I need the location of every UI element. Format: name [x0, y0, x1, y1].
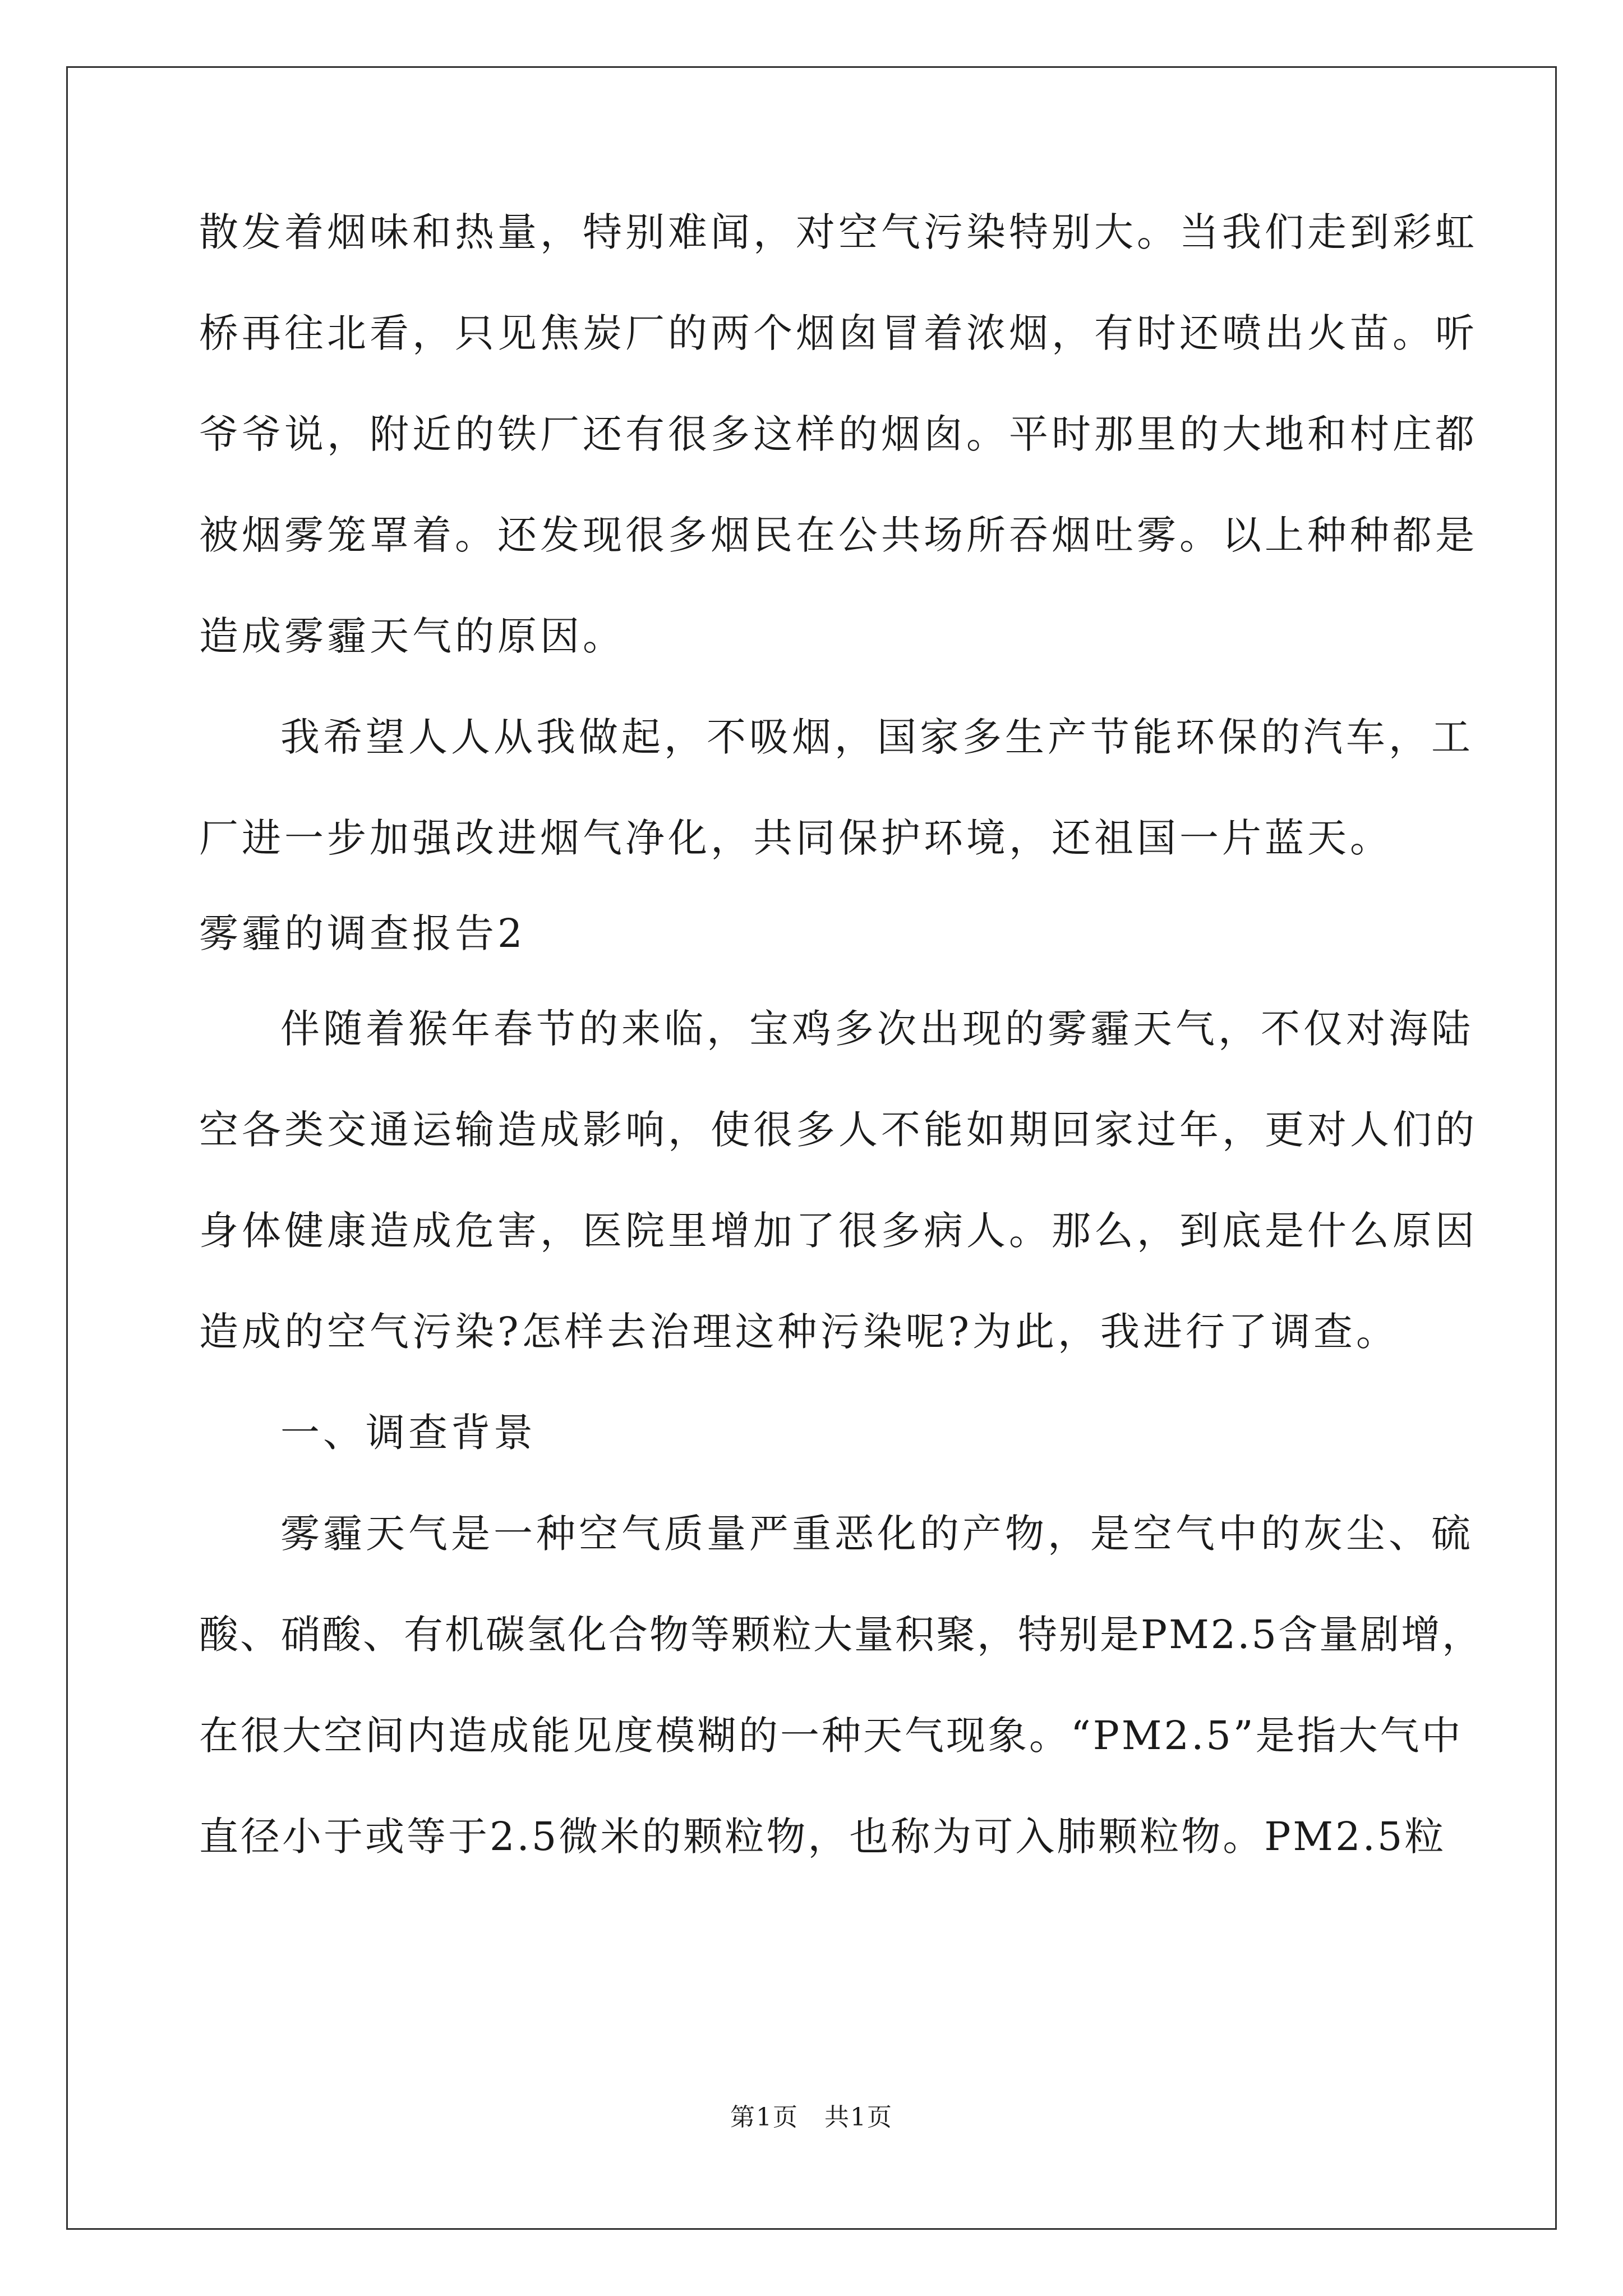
text-line: 空各类交通运输造成影响，使很多人不能如期回家过年，更对人们的 — [199, 1107, 1478, 1153]
text-line: 直径小于或等于2.5微米的颗粒物，也称为可入肺颗粒物。PM2.5粒 — [199, 1814, 1446, 1860]
text-line: 厂进一步加强改进烟气净化，共同保护环境，还祖国一片蓝天。 — [199, 815, 1393, 861]
paragraph-first-line: 伴随着猴年春节的来临，宝鸡多次出现的雾霾天气，不仅对海陆 — [280, 1006, 1474, 1052]
paragraph-first-line: 雾霾天气是一种空气质量严重恶化的产物，是空气中的灰尘、硫 — [280, 1511, 1474, 1557]
text-line: 爷爷说，附近的铁厂还有很多这样的烟囱。平时那里的大地和村庄都 — [199, 411, 1478, 457]
subsection-heading: 一、调查背景 — [280, 1410, 536, 1456]
text-line: 在很大空间内造成能见度模糊的一种天气现象。“PM2.5”是指大气中 — [199, 1713, 1463, 1759]
section-title: 雾霾的调查报告2 — [199, 910, 526, 956]
paragraph-first-line: 我希望人人从我做起，不吸烟，国家多生产节能环保的汽车，工 — [280, 714, 1474, 760]
text-line: 酸、硝酸、有机碳氢化合物等颗粒大量积聚，特别是PM2.5含量剧增， — [199, 1612, 1483, 1658]
text-line: 造成雾霾天气的原因。 — [199, 613, 625, 659]
text-line: 造成的空气污染?怎样去治理这种污染呢?为此，我进行了调查。 — [199, 1309, 1399, 1355]
text-line: 身体健康造成危害，医院里增加了很多病人。那么，到底是什么原因 — [199, 1208, 1478, 1254]
text-line: 散发着烟味和热量，特别难闻，对空气污染特别大。当我们走到彩虹 — [199, 209, 1478, 255]
text-line: 被烟雾笼罩着。还发现很多烟民在公共场所吞烟吐雾。以上种种都是 — [199, 512, 1478, 558]
page-number-footer: 第1页 共1页 — [730, 2103, 893, 2132]
text-line: 桥再往北看，只见焦炭厂的两个烟囱冒着浓烟，有时还喷出火苗。听 — [199, 310, 1478, 356]
